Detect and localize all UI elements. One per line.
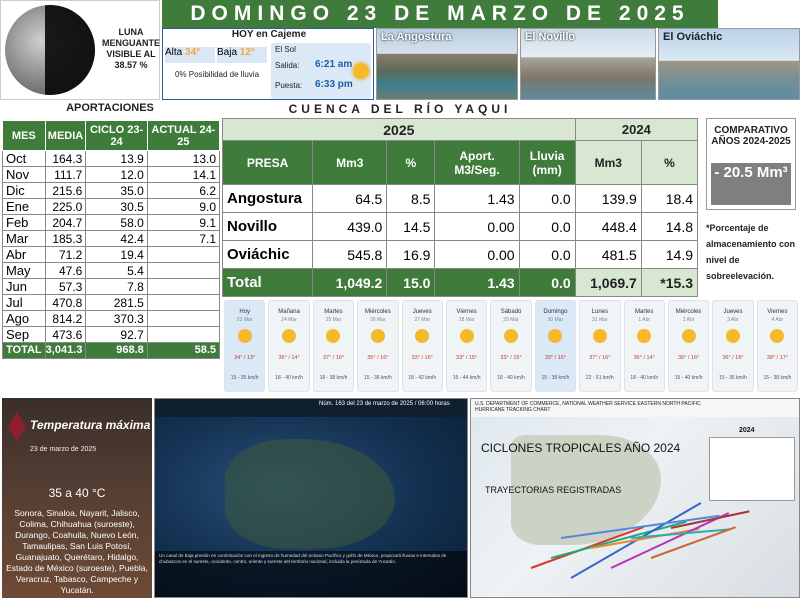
dam-mm3_24-cell: 448.4 [575, 213, 641, 241]
dam-mm3-cell: 64.5 [313, 185, 387, 213]
dam-row [223, 185, 698, 213]
header-presa: PRESA [223, 141, 313, 185]
today-title: HOY en Cajeme [231, 29, 307, 40]
aportaciones-row [3, 231, 220, 247]
forecast-temp: 35° / 16° [367, 355, 389, 361]
aportaciones-row [3, 167, 220, 183]
dam-presa-cell: Oviáchic [223, 241, 313, 269]
aportaciones-table [2, 120, 220, 359]
forecast-day-name: Domingo [543, 309, 568, 315]
aportaciones-row [3, 247, 220, 263]
alta-label: Alta [165, 47, 183, 58]
forecast-day-name: Jueves [412, 309, 432, 315]
dam-total-pct_24: *15.3 [641, 269, 697, 297]
sun-icon [548, 329, 562, 343]
dam-total-presa: Total [223, 269, 313, 297]
baja-label: Baja [217, 47, 238, 58]
header-pct: % [387, 141, 435, 185]
forecast-day-name: Sábado [500, 309, 522, 315]
forecast-day-name: Lunes [591, 309, 608, 315]
temperature-title: Temperatura máxima [30, 418, 151, 432]
aportaciones-row [3, 327, 220, 343]
comparativo-title: COMPARATIVO AÑOS 2024-2025 [711, 125, 791, 147]
forecast-wind: 15 - 35 km/h [230, 375, 259, 381]
forecast-day-name: Miércoles [675, 309, 702, 315]
rain-probability: 0% Posibilidad de lluvia [174, 70, 260, 79]
mes-cell: Jun [3, 279, 46, 295]
today-panel [162, 28, 374, 100]
ciclo-cell: 5.4 [86, 263, 147, 279]
media-cell: 814.2 [45, 311, 86, 327]
media-cell: 164.3 [45, 151, 86, 167]
media-cell: 71.2 [45, 247, 86, 263]
forecast-temp: 33° / 15° [500, 355, 522, 361]
comparativo-panel [706, 118, 796, 210]
forecast-temp: 38° / 17° [766, 355, 788, 361]
mes-cell: Oct [3, 151, 46, 167]
forecast-day [357, 300, 398, 392]
mes-cell: Mar [3, 231, 46, 247]
year-2024: 2024 [575, 119, 697, 141]
ciclo-cell: 92.7 [86, 327, 147, 343]
ciclo-cell: 7.8 [86, 279, 147, 295]
ciclo-cell: 370.3 [86, 311, 147, 327]
dam-aport-cell: 0.00 [435, 213, 519, 241]
total-actual: 58.5 [147, 343, 219, 359]
ciclo-cell: 281.5 [86, 295, 147, 311]
photo-novillo [520, 28, 656, 100]
sun-icon [326, 329, 340, 343]
forecast-day-date: 2 Abr [682, 317, 695, 323]
dam-aport-cell: 0.00 [435, 241, 519, 269]
dam-mm3_24-cell: 481.5 [575, 241, 641, 269]
forecast-wind: 22 - 51 km/h [585, 375, 614, 381]
forecast-day-date: 1 Abr [638, 317, 651, 323]
alta-value: 34° [185, 47, 201, 58]
dam-pct-cell: 14.5 [387, 213, 435, 241]
total-label: TOTAL [3, 343, 46, 359]
baja-value: 12° [239, 47, 255, 58]
mes-cell: Dic [3, 183, 46, 199]
dam-table [222, 118, 698, 297]
dam-pct-cell: 8.5 [387, 185, 435, 213]
mes-cell: Nov [3, 167, 46, 183]
forecast-day-date: 31 Mar [592, 317, 608, 323]
media-cell: 225.0 [45, 199, 86, 215]
forecast-temp: 37° / 16° [589, 355, 611, 361]
actual-cell: 9.1 [147, 215, 219, 231]
forecast-day-name: Martes [635, 309, 654, 315]
media-cell: 47.6 [45, 263, 86, 279]
mes-cell: Ene [3, 199, 46, 215]
dam-pct_24-cell: 14.8 [641, 213, 697, 241]
cyclone-header: U.S. DEPARTMENT OF COMMERCE, NATIONAL WEATHER SERVICE EASTERN NORTH PACIFIC HURRICANE TRACKING CHART [475, 401, 701, 413]
moon-panel [0, 0, 160, 100]
forecast-wind: 18 - 38 km/h [319, 375, 348, 381]
forecast-day [624, 300, 665, 392]
dam-total-aport: 1.43 [435, 269, 519, 297]
forecast-wind: 15 - 38 km/h [541, 375, 570, 381]
sunset-value: 6:33 pm [315, 79, 353, 90]
dam-total-row [223, 269, 698, 297]
media-cell: 473.6 [45, 327, 86, 343]
sun-icon [238, 329, 252, 343]
header-mm3: Mm3 [313, 141, 387, 185]
satellite-panel [154, 398, 468, 598]
forecast-day [268, 300, 309, 392]
cyclone-subtitle: TRAYECTORIAS REGISTRADAS [485, 485, 622, 495]
ciclo-cell: 42.4 [86, 231, 147, 247]
media-cell: 57.3 [45, 279, 86, 295]
ciclo-cell: 30.5 [86, 199, 147, 215]
media-cell: 185.3 [45, 231, 86, 247]
dam-row [223, 213, 698, 241]
forecast-day-name: Hoy [239, 309, 251, 315]
forecast-temp: 36° / 16° [677, 355, 700, 361]
forecast-temp: 34° / 13° [234, 355, 256, 361]
sun-icon [726, 329, 740, 343]
media-cell: 204.7 [45, 215, 86, 231]
forecast-temp: 36° / 14° [278, 355, 300, 361]
sun-icon [770, 329, 784, 343]
photo-angostura [376, 28, 518, 100]
dam-mm3-cell: 439.0 [313, 213, 387, 241]
aportaciones-title: APORTACIONES [66, 102, 154, 114]
forecast-strip [222, 298, 800, 394]
dam-pct_24-cell: 14.9 [641, 241, 697, 269]
forecast-wind: 18 - 40 km/h [630, 375, 659, 381]
forecast-day-date: 27 Mar [414, 317, 431, 323]
dam-pct-cell: 16.9 [387, 241, 435, 269]
forecast-temp: 33° / 16° [544, 355, 567, 361]
ciclo-cell: 12.0 [86, 167, 147, 183]
cuenca-title: CUENCA DEL RÍO YAQUI [288, 102, 512, 116]
header-media: MEDIA [45, 121, 86, 151]
header-lluvia: Lluvia (mm) [519, 141, 575, 185]
dam-total-mm3: 1,049.2 [313, 269, 387, 297]
forecast-day-name: Jueves [723, 309, 743, 315]
mes-cell: Sep [3, 327, 46, 343]
baja-temp [217, 47, 267, 63]
aportaciones-row [3, 183, 220, 199]
dam-row [223, 241, 698, 269]
moon-text: LUNA MENGUANTE VISIBLE AL 38.57 % [102, 27, 160, 70]
forecast-day [535, 300, 576, 392]
footnote: *Porcentaje de almacenamiento con nivel de sobreelevación. [706, 223, 796, 281]
aportaciones-total-row [3, 343, 220, 359]
sun-icon [637, 329, 651, 343]
forecast-day [446, 300, 487, 392]
forecast-wind: 15 - 36 km/h [719, 375, 747, 381]
actual-cell: 13.0 [147, 151, 219, 167]
forecast-day-date: 30 Mar [547, 317, 564, 323]
thermometer-icon [8, 412, 26, 442]
cyclone-title: CICLONES TROPICALES AÑO 2024 [481, 441, 681, 455]
dam-lluvia-cell: 0.0 [519, 185, 575, 213]
sunrise-value: 6:21 am [315, 59, 353, 70]
satellite-note: Núm. 163 del 23 de marzo de 2025 / 06:00 horas [319, 401, 450, 407]
forecast-wind: 15 - 40 km/h [674, 375, 703, 381]
ciclo-cell: 13.9 [86, 151, 147, 167]
sun-panel [271, 43, 371, 99]
sunrise-label: Salida: [275, 61, 300, 70]
header-actual: ACTUAL 24-25 [147, 121, 219, 151]
ciclo-cell: 19.4 [86, 247, 147, 263]
forecast-day [712, 300, 753, 392]
temperature-range: 35 a 40 °C [48, 486, 106, 500]
aportaciones-row [3, 199, 220, 215]
ciclo-cell: 58.0 [86, 215, 147, 231]
satellite-landmass [225, 439, 395, 549]
sun-icon [282, 329, 296, 343]
temperature-panel [2, 398, 152, 598]
forecast-day-name: Miércoles [365, 309, 391, 315]
forecast-day-date: 3 Abr [727, 317, 739, 323]
cyclone-legend [709, 437, 795, 501]
forecast-day-date: 4 Abr [771, 317, 784, 323]
forecast-day-date: 24 Mar [281, 317, 297, 323]
forecast-temp: 37° / 16° [322, 355, 345, 361]
sun-icon [593, 329, 607, 343]
sun-icon [353, 63, 369, 79]
dam-presa-cell: Angostura [223, 185, 313, 213]
aportaciones-row [3, 311, 220, 327]
sun-title: El Sol [275, 45, 296, 54]
forecast-wind: 15 - 44 km/h [452, 375, 481, 381]
dam-total-mm3_24: 1,069.7 [575, 269, 641, 297]
actual-cell [147, 295, 219, 311]
moon-image [5, 5, 95, 95]
dam-total-pct: 15.0 [387, 269, 435, 297]
header-aport: Aport. M3/Seg. [435, 141, 519, 185]
header-mm3-2024: Mm3 [575, 141, 641, 185]
actual-cell: 14.1 [147, 167, 219, 183]
dam-total-lluvia: 0.0 [519, 269, 575, 297]
forecast-day [224, 300, 265, 392]
media-cell: 470.8 [45, 295, 86, 311]
forecast-wind: 15 - 38 km/h [763, 375, 792, 381]
photo-label: La Angostura [381, 31, 452, 43]
media-cell: 215.6 [45, 183, 86, 199]
dam-aport-cell: 1.43 [435, 185, 519, 213]
photo-label: El Oviáchic [663, 31, 723, 43]
forecast-day [313, 300, 354, 392]
cyclone-map [471, 417, 800, 598]
actual-cell [147, 311, 219, 327]
dam-presa-cell: Novillo [223, 213, 313, 241]
actual-cell [147, 247, 219, 263]
sun-icon [371, 329, 385, 343]
mes-cell: May [3, 263, 46, 279]
total-media: 3,041.3 [45, 343, 86, 359]
mes-cell: Abr [3, 247, 46, 263]
photo-oviachic [658, 28, 800, 100]
dam-mm3_24-cell: 139.9 [575, 185, 641, 213]
aportaciones-row [3, 295, 220, 311]
forecast-wind: 15 - 36 km/h [363, 375, 392, 381]
forecast-day [579, 300, 620, 392]
dam-pct_24-cell: 18.4 [641, 185, 697, 213]
moon-shadow [45, 5, 95, 95]
forecast-day-name: Viernes [767, 309, 788, 315]
forecast-temp: 33° / 16° [411, 355, 433, 361]
dam-lluvia-cell: 0.0 [519, 213, 575, 241]
forecast-day [668, 300, 709, 392]
forecast-day [402, 300, 443, 392]
forecast-wind: 18 - 40 km/h [497, 375, 525, 381]
forecast-day [490, 300, 531, 392]
alta-temp [165, 47, 215, 63]
header-pct-2024: % [641, 141, 697, 185]
temperature-date: 23 de marzo de 2025 [30, 446, 97, 453]
aportaciones-row [3, 215, 220, 231]
header-mes: MES [3, 121, 46, 151]
forecast-day-date: 29 Mar [503, 317, 519, 323]
actual-cell: 6.2 [147, 183, 219, 199]
forecast-day-date: 28 Mar [458, 317, 475, 323]
aportaciones-row [3, 279, 220, 295]
temperature-states: Sonora, Sinaloa, Nayarit, Jalisco, Colima, Chihuahua (suroeste), Durango, Coahuila, Nuevo León, Tamaulipas, San Luis Potosí, Guanajuato, Querétaro, Hidalgo, Estado de México (suroeste), Puebla, Veracruz, Tabasco, Campeche y Yucatán. [6, 508, 148, 595]
forecast-wind: 18 - 40 km/h [275, 375, 303, 381]
media-cell: 111.7 [45, 167, 86, 183]
aportaciones-row [3, 151, 220, 167]
sun-icon [504, 329, 518, 343]
sun-icon [460, 329, 474, 343]
photo-label: El Novillo [525, 31, 576, 43]
year-2025: 2025 [223, 119, 576, 141]
mes-cell: Jul [3, 295, 46, 311]
actual-cell: 9.0 [147, 199, 219, 215]
comparativo-value: - 20.5 Mm³ [711, 163, 791, 205]
sunset-label: Puesta: [275, 81, 303, 90]
forecast-day-name: Martes [324, 309, 343, 315]
actual-cell [147, 263, 219, 279]
sun-icon [415, 329, 429, 343]
cyclone-legend-title: 2024 [739, 427, 755, 434]
forecast-temp: 36° / 14° [633, 355, 655, 361]
satellite-text: Un canal de baja presión en combinación con el ingreso de humedad del océano Pacífico y golfo de México, propiciará lluvias e intervalos de chubascos en el sureste, occidente, centro, oriente y sureste del territorio nacional, incluida la península de Yucatán. [155, 551, 468, 598]
forecast-wind: 18 - 42 km/h [408, 375, 437, 381]
mes-cell: Ago [3, 311, 46, 327]
forecast-day-name: Viernes [456, 309, 477, 315]
forecast-temp: 33° / 15° [456, 355, 478, 361]
forecast-day-name: Mañana [278, 309, 300, 315]
actual-cell: 7.1 [147, 231, 219, 247]
date-title: DOMINGO 23 DE MARZO DE 2025 [162, 0, 718, 28]
forecast-temp: 36° / 16° [722, 355, 744, 361]
dam-lluvia-cell: 0.0 [519, 241, 575, 269]
forecast-day-date: 26 Mar [370, 317, 386, 323]
cyclone-panel [470, 398, 800, 598]
header-ciclo: CICLO 23-24 [86, 121, 147, 151]
forecast-day [757, 300, 798, 392]
actual-cell [147, 279, 219, 295]
forecast-day-date: 25 Mar [325, 317, 342, 323]
forecast-day-date: 23 Mar [236, 317, 253, 323]
sun-icon [682, 329, 696, 343]
aportaciones-row [3, 263, 220, 279]
dam-mm3-cell: 545.8 [313, 241, 387, 269]
ciclo-cell: 35.0 [86, 183, 147, 199]
total-ciclo: 968.8 [86, 343, 147, 359]
actual-cell [147, 327, 219, 343]
mes-cell: Feb [3, 215, 46, 231]
